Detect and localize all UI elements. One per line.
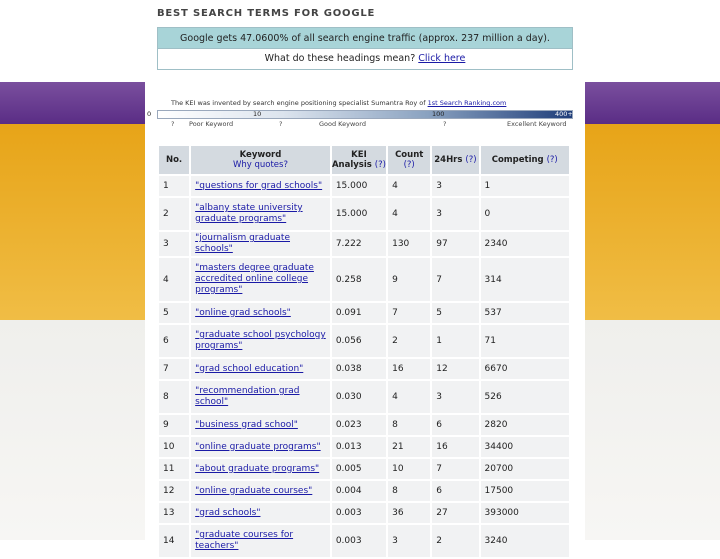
table-row: [159, 198, 569, 230]
hrs-value: 7: [432, 459, 478, 479]
row-number: 14: [159, 525, 189, 557]
count-value: 4: [388, 176, 430, 196]
keyword-link[interactable]: "questions for grad schools": [191, 176, 330, 196]
table-row: [159, 303, 569, 323]
count-value: 10: [388, 459, 430, 479]
table-header-row: [159, 146, 569, 174]
header-count-label: Count: [395, 150, 424, 160]
keyword-link[interactable]: "about graduate programs": [191, 459, 330, 479]
count-value: 3: [388, 525, 430, 557]
kei-value: 0.258: [332, 258, 386, 301]
headings-question: What do these headings mean?: [264, 53, 416, 64]
competing-value: 1: [481, 176, 569, 196]
scale-tick-100: 100: [432, 110, 445, 118]
kei-legend-title-link[interactable]: 1st Search Ranking.com: [427, 99, 507, 107]
header-no: No.: [159, 146, 189, 174]
traffic-info-box: [157, 27, 573, 70]
kei-value: 7.222: [332, 232, 386, 256]
header-competing[interactable]: [481, 146, 569, 174]
hrs-value: 5: [432, 303, 478, 323]
hrs-value: 1: [432, 325, 478, 357]
scale-mark-poor: ?: [171, 120, 175, 128]
hrs-help-link[interactable]: (?): [465, 155, 477, 165]
screenshot-panel: [145, 0, 585, 551]
competing-value: 6670: [481, 359, 569, 379]
row-number: 8: [159, 381, 189, 413]
table-row: [159, 481, 569, 501]
row-number: 7: [159, 359, 189, 379]
row-number: 1: [159, 176, 189, 196]
competing-help-link[interactable]: (?): [546, 155, 558, 165]
header-count[interactable]: [388, 146, 430, 174]
row-number: 3: [159, 232, 189, 256]
scale-mark-good: ?: [279, 120, 283, 128]
keyword-link[interactable]: "online graduate courses": [191, 481, 330, 501]
hrs-value: 3: [432, 176, 478, 196]
scale-mark-excellent: ?: [443, 120, 447, 128]
row-number: 5: [159, 303, 189, 323]
table-row: [159, 503, 569, 523]
competing-value: 17500: [481, 481, 569, 501]
header-competing-label: Competing: [491, 155, 544, 165]
count-value: 4: [388, 381, 430, 413]
competing-value: 34400: [481, 437, 569, 457]
hrs-value: 3: [432, 198, 478, 230]
kei-legend: [147, 98, 573, 132]
row-number: 13: [159, 503, 189, 523]
keyword-link[interactable]: "grad school education": [191, 359, 330, 379]
scale-tick-0: 0: [147, 110, 152, 118]
keyword-link[interactable]: "recommendation grad school": [191, 381, 330, 413]
table-row: [159, 525, 569, 557]
keyword-link[interactable]: "albany state university graduate programs": [191, 198, 330, 230]
keyword-table: [157, 144, 571, 559]
header-kei-analysis: Analysis: [331, 160, 372, 170]
scale-label-poor: Poor Keyword: [189, 120, 234, 128]
keyword-link[interactable]: "graduate courses for teachers": [191, 525, 330, 557]
kei-legend-title-text: The KEI was invented by search engine positioning specialist Sumantra Roy of: [171, 99, 426, 107]
hrs-value: 3: [432, 381, 478, 413]
row-number: 12: [159, 481, 189, 501]
kei-value: 0.013: [332, 437, 386, 457]
scale-tick-10: 10: [253, 110, 262, 118]
table-row: [159, 258, 569, 301]
kei-value: 0.004: [332, 481, 386, 501]
table-row: [159, 176, 569, 196]
hrs-value: 6: [432, 415, 478, 435]
scale-tick-400: 400+: [555, 110, 573, 118]
competing-value: 3240: [481, 525, 569, 557]
hrs-value: 27: [432, 503, 478, 523]
keyword-link[interactable]: "grad schools": [191, 503, 330, 523]
keyword-link[interactable]: "online graduate programs": [191, 437, 330, 457]
count-value: 7: [388, 303, 430, 323]
competing-value: 71: [481, 325, 569, 357]
row-number: 11: [159, 459, 189, 479]
kei-legend-title: [171, 98, 561, 109]
row-number: 6: [159, 325, 189, 357]
keyword-link[interactable]: "online grad schools": [191, 303, 330, 323]
table-row: [159, 325, 569, 357]
kei-help-link[interactable]: (?): [374, 160, 386, 170]
header-24hrs-label: 24Hrs: [434, 155, 463, 165]
scale-label-excellent: Excellent Keyword: [507, 120, 567, 128]
header-kei-label: KEI: [351, 150, 367, 160]
competing-value: 526: [481, 381, 569, 413]
kei-value: 0.056: [332, 325, 386, 357]
page-heading: BEST SEARCH TERMS FOR GOOGLE: [157, 8, 376, 19]
table-row: [159, 437, 569, 457]
hrs-value: 16: [432, 437, 478, 457]
competing-value: 537: [481, 303, 569, 323]
traffic-info-text: Google gets 47.0600% of all search engine traffic (approx. 237 million a day).: [158, 28, 572, 49]
competing-value: 393000: [481, 503, 569, 523]
competing-value: 20700: [481, 459, 569, 479]
click-here-link[interactable]: Click here: [418, 53, 466, 64]
count-value: 21: [388, 437, 430, 457]
kei-value: 0.030: [332, 381, 386, 413]
header-24hrs[interactable]: [432, 146, 478, 174]
table-row: [159, 381, 569, 413]
header-keyword-label: Keyword: [239, 150, 282, 160]
count-value: 9: [388, 258, 430, 301]
kei-value: 0.038: [332, 359, 386, 379]
kei-value: 0.003: [332, 525, 386, 557]
table-row: [159, 415, 569, 435]
row-number: 9: [159, 415, 189, 435]
competing-value: 2820: [481, 415, 569, 435]
count-help-link[interactable]: (?): [403, 160, 415, 170]
table-row: [159, 459, 569, 479]
hrs-value: 97: [432, 232, 478, 256]
row-number: 10: [159, 437, 189, 457]
count-value: 130: [388, 232, 430, 256]
row-number: 4: [159, 258, 189, 301]
kei-value: 0.003: [332, 503, 386, 523]
keyword-link[interactable]: "journalism graduate schools": [191, 232, 330, 256]
keyword-link[interactable]: "masters degree graduate accredited online college programs": [191, 258, 330, 301]
table-row: [159, 232, 569, 256]
row-number: 2: [159, 198, 189, 230]
kei-value: 0.091: [332, 303, 386, 323]
kei-value: 15.000: [332, 176, 386, 196]
keyword-link[interactable]: "business grad school": [191, 415, 330, 435]
why-quotes-link[interactable]: Why quotes?: [232, 160, 288, 170]
header-kei[interactable]: [332, 146, 386, 174]
count-value: 36: [388, 503, 430, 523]
hrs-value: 12: [432, 359, 478, 379]
kei-scale-bar: [157, 110, 573, 119]
kei-value: 15.000: [332, 198, 386, 230]
hrs-value: 6: [432, 481, 478, 501]
count-value: 4: [388, 198, 430, 230]
count-value: 8: [388, 481, 430, 501]
kei-value: 0.005: [332, 459, 386, 479]
competing-value: 314: [481, 258, 569, 301]
count-value: 2: [388, 325, 430, 357]
kei-value: 0.023: [332, 415, 386, 435]
count-value: 8: [388, 415, 430, 435]
table-row: [159, 359, 569, 379]
hrs-value: 7: [432, 258, 478, 301]
header-keyword[interactable]: [191, 146, 330, 174]
headings-help-line: [158, 49, 572, 69]
competing-value: 2340: [481, 232, 569, 256]
competing-value: 0: [481, 198, 569, 230]
keyword-link[interactable]: "graduate school psychology programs": [191, 325, 330, 357]
count-value: 16: [388, 359, 430, 379]
scale-label-good: Good Keyword: [319, 120, 366, 128]
hrs-value: 2: [432, 525, 478, 557]
